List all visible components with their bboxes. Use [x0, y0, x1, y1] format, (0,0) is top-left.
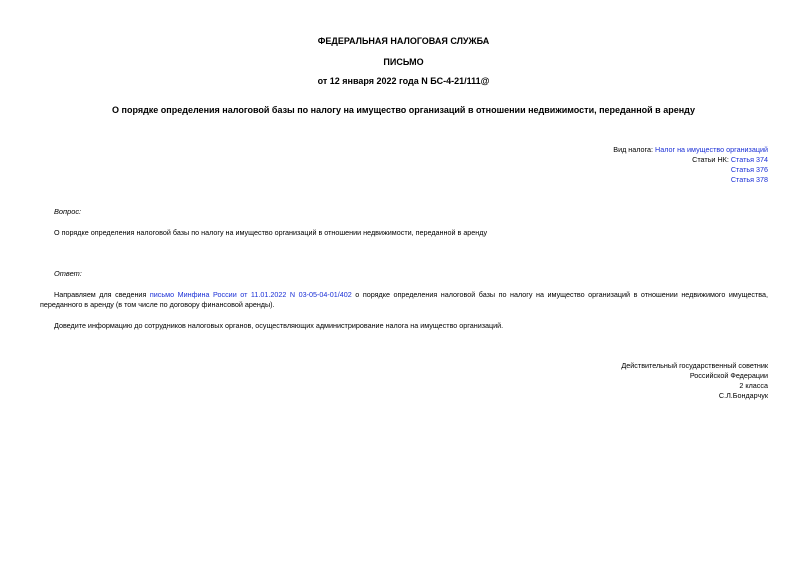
tax-type-row [613, 145, 768, 155]
tax-type-link[interactable]: Налог на имущество организаций [655, 145, 768, 154]
signature-line: Действительный государственный советник [621, 361, 768, 370]
question-label: Вопрос: [54, 207, 82, 216]
articles-row [613, 175, 768, 185]
question-text: О порядке определения налоговой базы по налогу на имущество организаций в отношении недвижимости, переданной в аренду [54, 228, 488, 237]
answer-label: Ответ: [54, 269, 82, 278]
article-link-378[interactable]: Статья 378 [730, 175, 768, 184]
answer-paragraph-2: Доведите информацию до сотрудников налоговых органов, осуществляющих администрирование налога на имущество организаций. [54, 321, 504, 330]
document-title: О порядке определения налоговой базы по налогу на имущество организаций в отношении недвижимости, переданной в аренду [112, 105, 695, 115]
articles-row [613, 165, 768, 175]
signature-block [621, 361, 768, 401]
articles-label: Статьи НК: [692, 155, 731, 164]
article-link-374[interactable]: Статья 374 [730, 155, 768, 164]
answer-paragraph-1-suffix: о порядке определения налоговой базы по налогу на имущество организаций в отношении недвижимого имущества, переданного в аренду (в том числе по договору финансовой аренды). [40, 290, 768, 309]
minfin-letter-link[interactable]: письмо Минфина России от 11.01.2022 N 03-05-04-01/402 [149, 290, 352, 299]
answer-paragraph-1 [40, 290, 768, 310]
answer-paragraph-1-prefix: Направляем для сведения [54, 290, 150, 299]
document-meta [613, 145, 768, 185]
agency-name: ФЕДЕРАЛЬНАЯ НАЛОГОВАЯ СЛУЖБА [317, 36, 490, 46]
document-type: ПИСЬМО [383, 57, 424, 67]
articles-row [613, 155, 768, 165]
article-link-376[interactable]: Статья 376 [730, 165, 768, 174]
signature-line: Российской Федерации [689, 371, 768, 380]
signature-line: 2 класса [739, 381, 768, 390]
document-date-number: от 12 января 2022 года N БС-4-21/111@ [317, 76, 490, 86]
tax-type-label: Вид налога: [613, 145, 655, 154]
signatory-name: С.Л.Бондарчук [718, 391, 768, 400]
